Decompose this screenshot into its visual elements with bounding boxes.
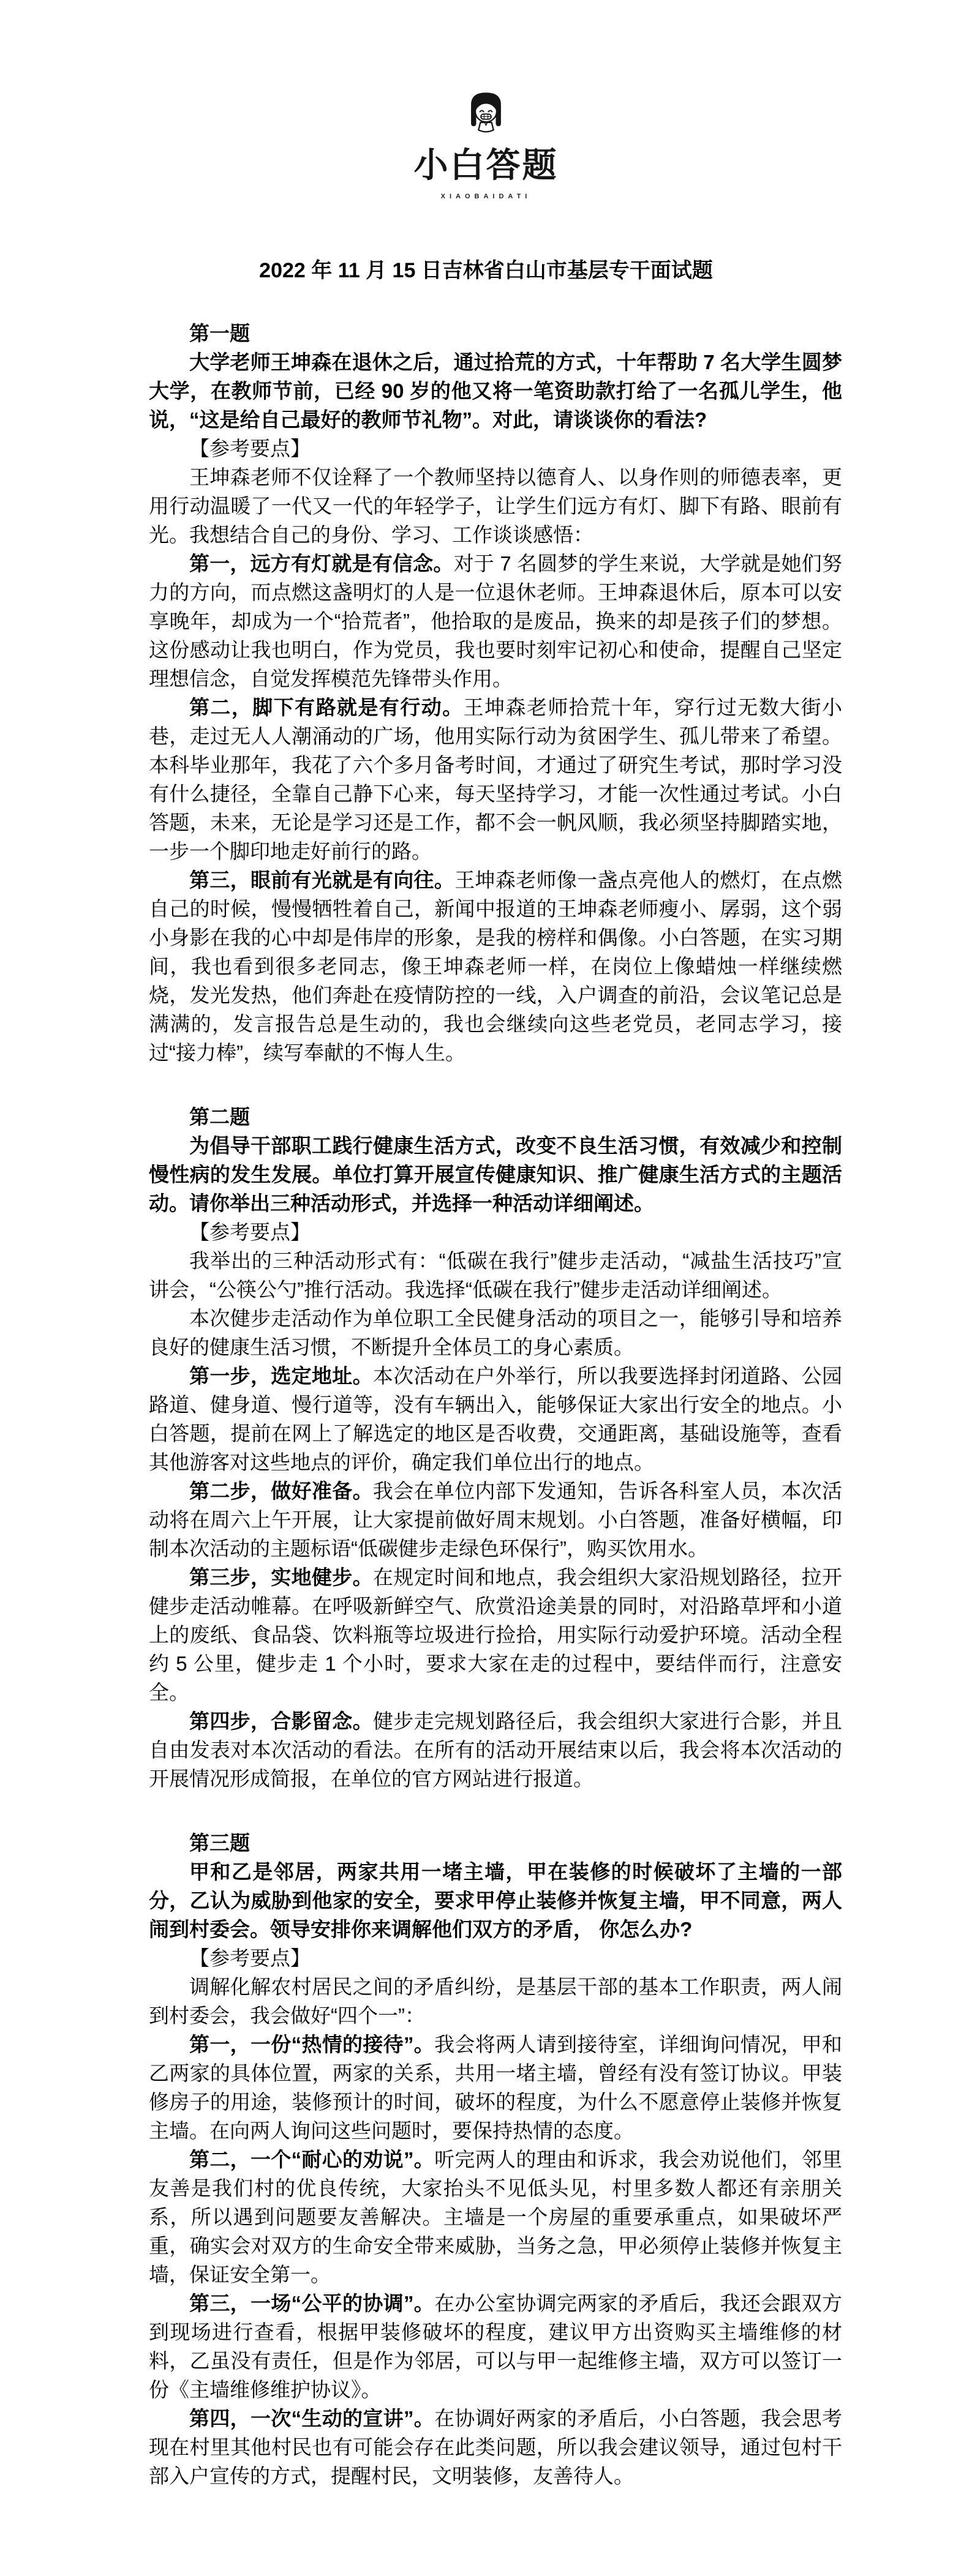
question-text: 甲和乙是邻居，两家共用一堵主墙，甲在装修的时候破坏了主墙的一部分，乙认为威胁到他家的安全，要求甲停止装修并恢复主墙，甲不同意，两人闹到村委会。领导安排你来调解他们双方的矛盾， 你怎么办?	[149, 1860, 842, 1941]
paragraph-lead: 第三，一场“公平的协调”。	[189, 2292, 435, 2315]
paragraph-lead: 第一，一份“热情的接待”。	[189, 2033, 435, 2056]
paragraph-lead: 第一步，选定地址。	[189, 1365, 373, 1387]
paragraph-text: 对于 7 名圆梦的学生来说，大学就是她们努力的方向，而点燃这盏明灯的人是一位退休老师。王坤森退休后，原本可以安享晚年，却成为一个“拾荒者”，他拾取的是废品，换来的却是孩子们的梦想。这份感动让我也明白，作为党员，我也要时刻牢记初心和使命，提醒自己坚定理想信念，自觉发挥模范先锋带头作用。	[149, 552, 842, 690]
answer-paragraph	[149, 1707, 842, 1793]
answer-paragraph	[149, 2145, 842, 2289]
brand-name: 小白答题	[413, 146, 559, 184]
paragraph-lead: 第二，一个“耐心的劝说”。	[189, 2148, 435, 2171]
paragraph-text: 在协调好两家的矛盾后，小白答题，我会思考现在村里其他村民也有可能会存在此类问题，所以我会建议领导，通过包村干部入户宣传的方式，提醒村民，文明装修，友善待人。	[149, 2407, 842, 2487]
answer-paragraph	[149, 549, 842, 693]
reference-points-label: 【参考要点】	[189, 437, 311, 460]
paragraph-text: 我举出的三种活动形式有：“低碳在我行”健步走活动，“减盐生活技巧”宣讲会，“公筷公勺”推行活动。我选择“低碳在我行”健步走活动详细阐述。	[149, 1249, 842, 1301]
paragraph-text: 在规定时间和地点，我会组织大家沿规划路径，拉开健步走活动帷幕。在呼吸新鲜空气、欣赏沿途美景的同时，对沿路草坪和小道上的废纸、食品袋、饮料瓶等垃圾进行捡拾，用实际行动爱护环境。活动全程约 5 公里，健步走 1 个小时，要求大家在走的过程中，要结伴而行，注意安全。	[149, 1566, 843, 1704]
question-text: 为倡导干部职工践行健康生活方式，改变不良生活习惯，有效减少和控制慢性病的发生发展。单位打算开展宣传健康知识、推广健康生活方式的主题活动。请你举出三种活动形式，并选择一种活动详细阐述。	[149, 1134, 842, 1215]
paragraph-lead: 第二步，做好准备。	[189, 1480, 373, 1502]
paragraph-text: 王坤森老师拾荒十年，穿行过无数大街小巷，走过无人人潮涌动的广场，他用实际行动为贫困学生、孤儿带来了希望。本科毕业那年，我花了六个多月备考时间，才通过了研究生考试，那时学习没有什么捷径，全靠自己静下心来，每天坚持学习，才能一次性通过考试。小白答题，未来，无论是学习还是工作，都不会一帆风顺，我必须坚持脚踏实地，一步一个脚印地走好前行的路。	[149, 696, 843, 863]
reference-points-label: 【参考要点】	[189, 1221, 311, 1243]
question-heading: 第三题	[189, 1832, 250, 1854]
answer-paragraph	[149, 1972, 842, 2030]
answer-paragraph	[149, 1304, 842, 1361]
paragraph-text: 我会将两人请到接待室，详细询问情况，甲和乙两家的具体位置，两家的关系，共用一堵主墙，曾经有没有签订协议。甲装修房子的用途，装修预计的时间，破坏的程度，为什么不愿意停止装修并恢复主墙。在向两人询问这些问题时，要保持热情的态度。	[149, 2033, 842, 2142]
question-heading: 第二题	[189, 1106, 250, 1128]
girl-avatar-icon	[0, 91, 972, 135]
paragraph-lead: 第三，眼前有光就是有向往。	[189, 869, 455, 891]
answer-paragraph	[149, 2404, 842, 2490]
answer-paragraph	[149, 463, 842, 549]
paragraph-text: 听完两人的理由和诉求，我会劝说他们，邻里友善是我们村的优良传统，大家抬头不见低头见，村里多数人都还有亲朋关系，所以遇到问题要友善解决。主墙是一个房屋的重要承重点，如果破坏严重，确实会对双方的生命安全带来威胁，当务之急，甲必须停止装修并恢复主墙，保证安全第一。	[149, 2148, 842, 2286]
paragraph-text: 调解化解农村居民之间的矛盾纠纷，是基层干部的基本工作职责，两人闹到村委会，我会做好“四个一”：	[149, 1975, 842, 2027]
paragraph-lead: 第二，脚下有路就是有行动。	[189, 696, 464, 719]
paragraph-text: 我会在单位内部下发通知，告诉各科室人员，本次活动将在周六上午开展，让大家提前做好周末规划。小白答题，准备好横幅，印制本次活动的主题标语“低碳健步走绿色环保行”，购买饮用水。	[149, 1480, 843, 1560]
paragraph-text: 在办公室协调完两家的矛盾后，我还会跟双方到现场进行查看，根据甲装修破坏的程度，建议甲方出资购买主墙维修的材料，乙虽没有责任，但是作为邻居，可以与甲一起维修主墙，双方可以签订一份《主墙维修维护协议》。	[149, 2292, 842, 2401]
question-section-1	[149, 319, 842, 1067]
paragraph-lead: 第四，一次“生动的宣讲”。	[189, 2407, 435, 2430]
page-title: 2022 年 11 月 15 日吉林省白山市基层专干面试题	[259, 259, 713, 282]
brand-romanized: XIAOBAIDATI	[440, 193, 532, 200]
paragraph-text: 王坤森老师像一盏点亮他人的燃灯，在点燃自己的时候，慢慢牺牲着自己，新闻中报道的王坤森老师瘦小、孱弱，这个弱小身影在我的心中却是伟岸的形象，是我的榜样和偶像。小白答题，在实习期间，我也看到很多老同志，像王坤森老师一样，在岗位上像蜡烛一样继续燃烧，发光发热，他们奔赴在疫情防控的一线，入户调查的前沿，会议笔记总是满满的，发言报告总是生动的，我也会继续向这些老党员，老同志学习，接过“接力棒”，续写奉献的不悔人生。	[149, 869, 843, 1064]
answer-paragraph	[149, 693, 842, 866]
document-content	[149, 319, 842, 2490]
question-heading: 第一题	[189, 322, 250, 345]
paragraph-lead: 第四步，合影留念。	[189, 1710, 373, 1732]
paragraph-lead: 第一，远方有灯就是有信念。	[189, 552, 454, 575]
answer-paragraph	[149, 2289, 842, 2404]
question-section-2	[149, 1103, 842, 1793]
paragraph-lead: 第三步，实地健步。	[189, 1566, 373, 1589]
answer-paragraph	[149, 866, 842, 1067]
logo-block	[0, 91, 972, 200]
paragraph-text: 王坤森老师不仅诠释了一个教师坚持以德育人、以身作则的师德表率，更用行动温暖了一代又一代的年轻学子，让学生们远方有灯、脚下有路、眼前有光。我想结合自己的身份、学习、工作谈谈感悟：	[149, 466, 842, 546]
reference-points-label: 【参考要点】	[189, 1947, 311, 1969]
question-text: 大学老师王坤森在退休之后，通过拾荒的方式，十年帮助 7 名大学生圆梦大学，在教师节前，已经 90 岁的他又将一笔资助款打给了一名孤儿学生，他说，“这是给自己最好的教师节礼物”。对此，请谈谈你的看法?	[149, 351, 842, 431]
answer-paragraph	[149, 1361, 842, 1477]
answer-paragraph	[149, 1246, 842, 1304]
paragraph-text: 健步走完规划路径后，我会组织大家进行合影，并且自由发表对本次活动的看法。在所有的活动开展结束以后，我会将本次活动的开展情况形成简报，在单位的官方网站进行报道。	[149, 1710, 843, 1790]
answer-paragraph	[149, 1563, 842, 1707]
paragraph-text: 本次活动在户外举行，所以我要选择封闭道路、公园路道、健身道、慢行道等，没有车辆出入，能够保证大家出行安全的地点。小白答题，提前在网上了解选定的地区是否收费，交通距离，基础设施等，查看其他游客对这些地点的评价，确定我们单位出行的地点。	[149, 1365, 843, 1473]
paragraph-text: 本次健步走活动作为单位职工全民健身活动的项目之一，能够引导和培养良好的健康生活习惯，不断提升全体员工的身心素质。	[149, 1307, 842, 1358]
answer-paragraph	[149, 2030, 842, 2145]
question-section-3	[149, 1829, 842, 2490]
answer-paragraph	[149, 1477, 842, 1563]
